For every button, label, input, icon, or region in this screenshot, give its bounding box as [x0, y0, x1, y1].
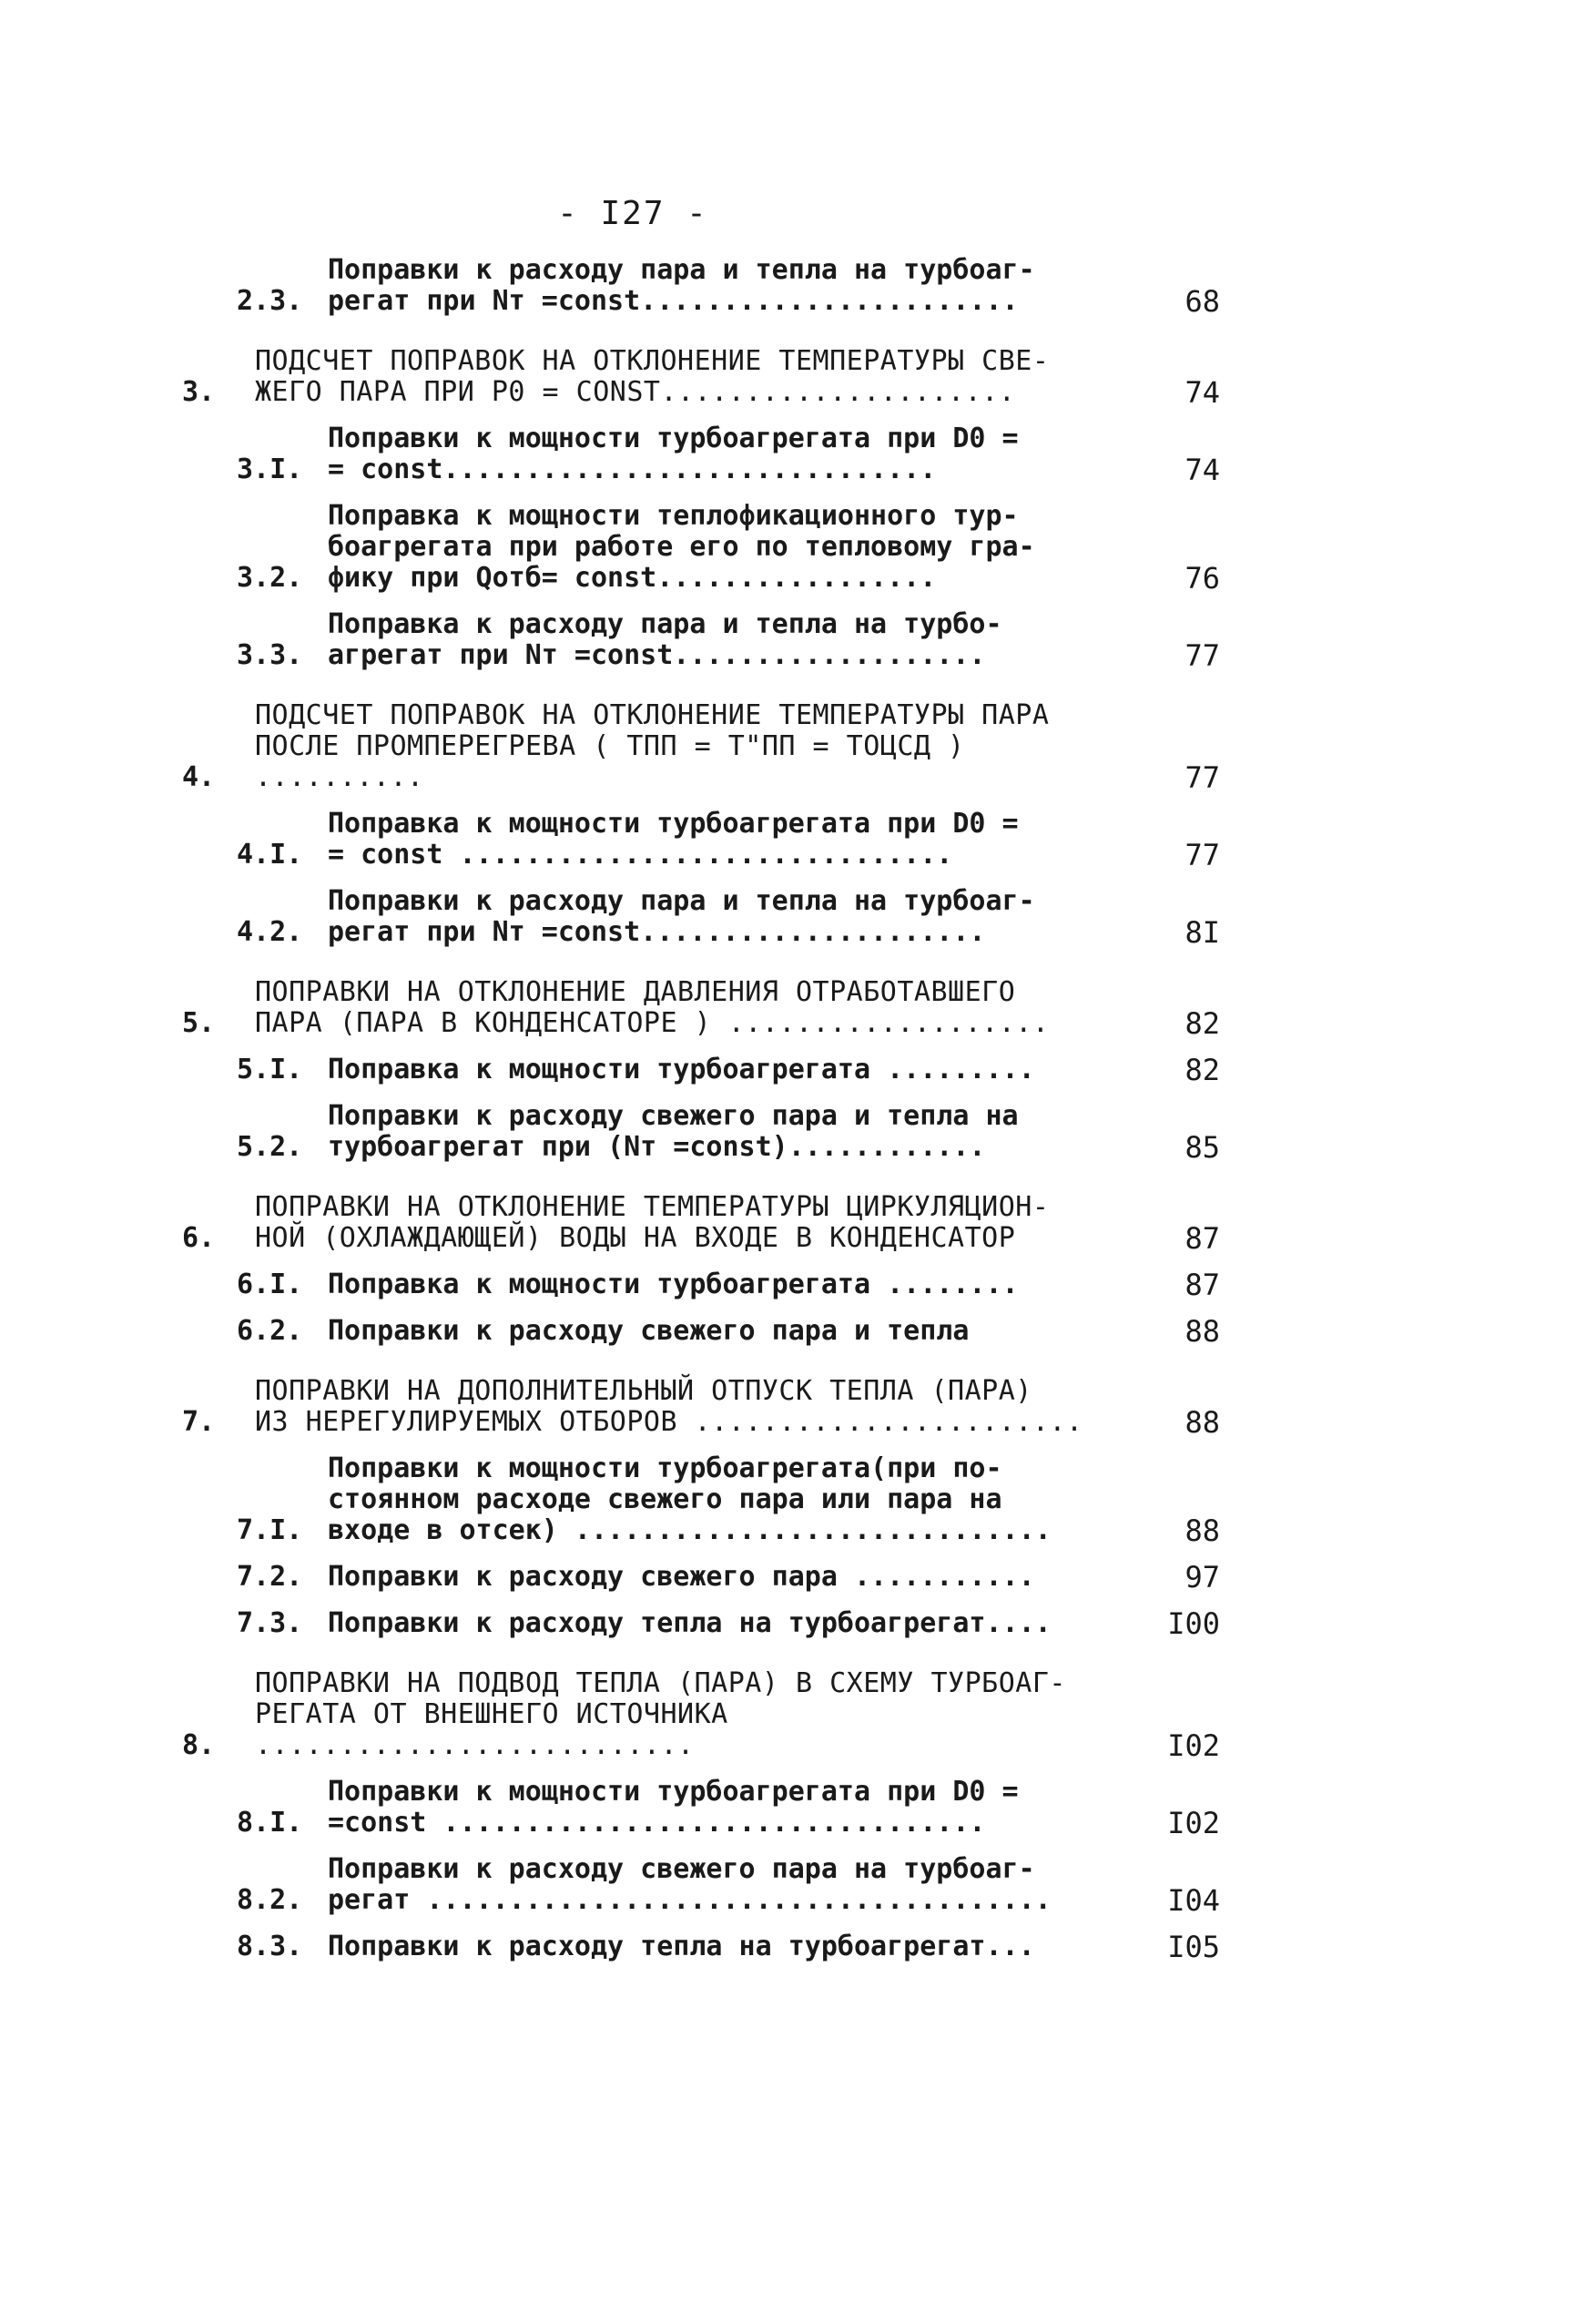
toc-entry-page: I04 [1167, 1883, 1220, 1918]
table-of-contents [182, 255, 1275, 1978]
toc-section-page: 88 [1184, 1405, 1220, 1440]
toc-entry-page: I00 [1167, 1606, 1220, 1641]
toc-section [182, 1668, 1275, 1761]
toc-entry-number: 8.3. [237, 1931, 303, 1962]
toc-entry-page: 76 [1184, 561, 1220, 596]
toc-section-number: 6. [182, 1222, 216, 1254]
toc-entry-title: Поправки к расходу тепла на турбоагрегат.... [328, 1607, 1052, 1639]
toc-entry-number: 3.3. [237, 639, 303, 671]
toc-entry [182, 809, 1275, 871]
toc-entry-title: Поправки к расходу пара и тепла на турбоаг- регат при Nт =const....................... [328, 254, 1035, 317]
toc-entry-page: 8I [1184, 915, 1220, 950]
toc-section-title: ПОПРАВКИ НА ДОПОЛНИТЕЛЬНЫЙ ОТПУСК ТЕПЛА (ПАРА) ИЗ НЕРЕГУЛИРУЕМЫХ ОТБОРОВ ....................... [255, 1375, 1083, 1438]
toc-section-title: ПОДСЧЕТ ПОПРАВОК НА ОТКЛОНЕНИЕ ТЕМПЕРАТУРЫ ПАРА ПОСЛЕ ПРОМПЕРЕГРЕВА ( TПП = T"ПП = TОЦСД ) .......... [255, 699, 1050, 793]
toc-entry [182, 609, 1275, 671]
toc-section-title: ПОПРАВКИ НА ОТКЛОНЕНИЕ ДАВЛЕНИЯ ОТРАБОТАВШЕГО ПАРА (ПАРА В КОНДЕНСАТОРЕ ) ................... [255, 976, 1050, 1039]
toc-entry-number: 5.I. [237, 1054, 303, 1085]
toc-section [182, 346, 1275, 408]
toc-section-number: 5. [182, 1007, 216, 1039]
toc-entry [182, 423, 1275, 485]
toc-section [182, 977, 1275, 1039]
toc-section-page: 77 [1184, 760, 1220, 795]
toc-entry-number: 8.I. [237, 1807, 303, 1839]
toc-section-title: ПОПРАВКИ НА ПОДВОД ТЕПЛА (ПАРА) В СХЕМУ ТУРБОАГ- РЕГАТА ОТ ВНЕШНЕГО ИСТОЧНИКА .......................... [255, 1667, 1066, 1761]
toc-entry [182, 1562, 1275, 1593]
toc-entry-title: Поправки к расходу пара и тепла на турбоаг- регат при Nт =const..................... [328, 885, 1035, 948]
toc-entry [182, 1777, 1275, 1839]
toc-entry-title: Поправка к мощности турбоагрегата ......... [328, 1054, 1035, 1085]
toc-entry-title: Поправка к мощности турбоагрегата ........ [328, 1269, 1019, 1300]
toc-entry-page: 77 [1184, 638, 1220, 673]
toc-entry-title: Поправки к расходу свежего пара на турбоаг- регат ...................................... [328, 1853, 1052, 1916]
toc-entry-title: Поправка к расходу пара и тепла на турбо- агрегат при Nт =const................... [328, 608, 1002, 671]
toc-entry-number: 4.2. [237, 916, 303, 948]
toc-entry-page: 97 [1184, 1560, 1220, 1595]
toc-entry-page: I02 [1167, 1806, 1220, 1840]
toc-entry [182, 1608, 1275, 1639]
toc-entry-number: 5.2. [237, 1131, 303, 1163]
toc-entry [182, 1316, 1275, 1347]
toc-entry-page: I05 [1167, 1930, 1220, 1964]
toc-section-page: I02 [1167, 1728, 1220, 1763]
toc-entry-title: Поправка к мощности теплофикационного тур- боагрегата при работе его по тепловому гра- фику при Qотб= const................. [328, 500, 1035, 594]
toc-entry-page: 82 [1184, 1053, 1220, 1087]
toc-section-page: 87 [1184, 1221, 1220, 1256]
toc-entry [182, 886, 1275, 948]
toc-entry [182, 501, 1275, 594]
toc-section [182, 1192, 1275, 1254]
toc-entry-title: Поправки к расходу тепла на турбоагрегат... [328, 1931, 1035, 1962]
toc-entry-page: 87 [1184, 1268, 1220, 1302]
toc-entry-title: Поправка к мощности турбоагрегата при D0 = = const .............................. [328, 808, 1019, 871]
toc-entry [182, 1101, 1275, 1163]
toc-section [182, 700, 1275, 793]
toc-entry [182, 1269, 1275, 1300]
toc-section-title: ПОПРАВКИ НА ОТКЛОНЕНИЕ ТЕМПЕРАТУРЫ ЦИРКУЛЯЦИОН- НОЙ (ОХЛАЖДАЮЩЕЙ) ВОДЫ НА ВХОДЕ В КОНДЕНСАТОР [255, 1191, 1050, 1254]
toc-entry-title: Поправки к мощности турбоагрегата при D0 = =const ................................. [328, 1776, 1019, 1839]
toc-section-number: 4. [182, 761, 216, 793]
toc-entry-page: 85 [1184, 1130, 1220, 1165]
toc-entry-number: 6.2. [237, 1315, 303, 1347]
toc-section-number: 7. [182, 1406, 216, 1438]
toc-entry-number: 8.2. [237, 1884, 303, 1916]
page-number: - I27 - [557, 195, 708, 232]
toc-entry-title: Поправки к мощности турбоагрегата при D0 = = const.............................. [328, 423, 1019, 485]
toc-entry [182, 255, 1275, 317]
toc-entry [182, 1453, 1275, 1546]
toc-entry-number: 7.3. [237, 1607, 303, 1639]
toc-entry-title: Поправки к расходу свежего пара и тепла на турбоагрегат при (Nт =const)............ [328, 1100, 1019, 1163]
toc-entry-page: 88 [1184, 1314, 1220, 1349]
toc-entry-number: 3.I. [237, 453, 303, 485]
toc-entry-number: 7.2. [237, 1561, 303, 1593]
toc-entry-page: 68 [1184, 284, 1220, 319]
toc-entry [182, 1931, 1275, 1962]
toc-section-number: 3. [182, 376, 216, 408]
toc-entry [182, 1055, 1275, 1085]
toc-entry-number: 7.I. [237, 1514, 303, 1546]
toc-section-page: 74 [1184, 375, 1220, 410]
toc-entry [182, 1854, 1275, 1916]
toc-entry-title: Поправки к мощности турбоагрегата(при по- стоянном расходе свежего пара или пара на входе в отсек) ............................. [328, 1452, 1052, 1546]
toc-section-number: 8. [182, 1729, 216, 1761]
toc-section [182, 1376, 1275, 1438]
toc-entry-page: 74 [1184, 453, 1220, 487]
toc-section-title: ПОДСЧЕТ ПОПРАВОК НА ОТКЛОНЕНИЕ ТЕМПЕРАТУРЫ СВЕ- ЖЕГО ПАРА ПРИ P0 = CONST..................... [255, 345, 1050, 408]
toc-entry-page: 88 [1184, 1513, 1220, 1548]
toc-entry-title: Поправки к расходу свежего пара и тепла [328, 1315, 970, 1347]
toc-entry-number: 3.2. [237, 562, 303, 594]
toc-entry-number: 2.3. [237, 285, 303, 317]
toc-section-page: 82 [1184, 1006, 1220, 1041]
toc-entry-title: Поправки к расходу свежего пара ........... [328, 1561, 1035, 1593]
toc-entry-page: 77 [1184, 838, 1220, 872]
toc-entry-number: 4.I. [237, 839, 303, 871]
toc-entry-number: 6.I. [237, 1269, 303, 1300]
